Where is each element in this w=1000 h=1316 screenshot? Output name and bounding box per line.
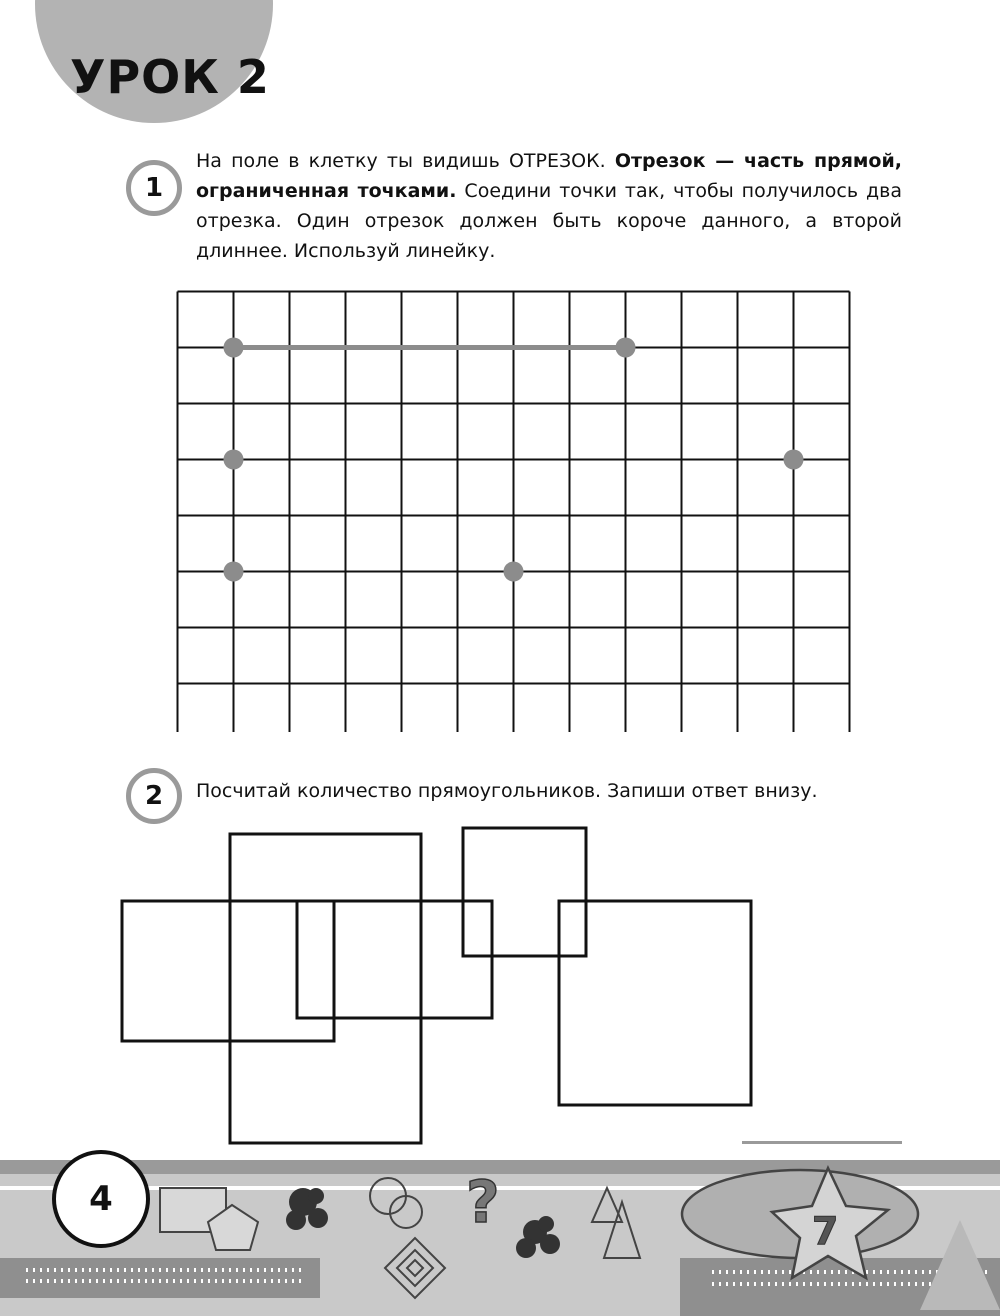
footer-decoration: [0, 1160, 1000, 1316]
rectangle: [297, 901, 492, 1018]
grid-dot[interactable]: [504, 562, 524, 582]
task-2-number-badge: [126, 768, 182, 824]
grid-dot[interactable]: [224, 338, 244, 358]
page-number-text: 4: [89, 1179, 113, 1219]
rectangle: [122, 901, 334, 1041]
task-2-number: 2: [144, 781, 164, 811]
rectangle: [559, 901, 751, 1105]
grid-dot[interactable]: [784, 450, 804, 470]
svg-text:7: 7: [812, 1209, 839, 1253]
task-1-text-definition: Отрезок — часть прямой, ограниченная точками.: [196, 150, 903, 202]
answer-line[interactable]: [742, 1141, 902, 1144]
task-1-text-task: Соедини точки так, чтобы получилось два отрезка. Один отрезок должен быть короче данного, а второй длиннее. Используй линейку.: [196, 180, 902, 262]
task-1-number-badge: [126, 160, 182, 216]
task-1-number: 1: [144, 173, 164, 203]
svg-text:?: ?: [466, 1168, 500, 1236]
page-number: [52, 1150, 150, 1248]
rectangle: [463, 828, 586, 956]
task-2-instructions: [196, 776, 902, 806]
grid-dot[interactable]: [616, 338, 636, 358]
grid-dot[interactable]: [224, 450, 244, 470]
task-1-text-intro: На поле в клетку ты видишь ОТРЕЗОК.: [196, 150, 606, 172]
rectangle: [230, 834, 421, 1143]
lesson-title: УРОК 2: [70, 50, 270, 104]
question-mark-icon: [466, 1168, 500, 1236]
task-2-text: Посчитай количество прямоугольников. Запиши ответ внизу.: [196, 780, 818, 802]
dot-grid-field[interactable]: [176, 290, 852, 732]
task-1-instructions: [196, 146, 902, 266]
grid-dot[interactable]: [224, 562, 244, 582]
